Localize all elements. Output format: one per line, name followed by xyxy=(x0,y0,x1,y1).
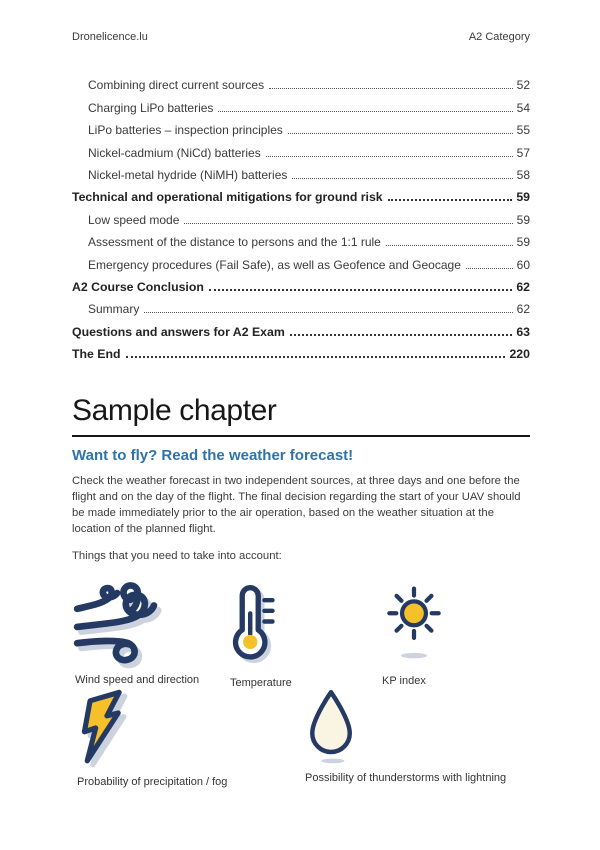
page-header xyxy=(72,30,530,44)
toc-entry[interactable] xyxy=(72,204,530,226)
toc-entry-page: 58 xyxy=(516,167,530,182)
toc-dot-leader xyxy=(218,111,512,112)
toc-entry[interactable] xyxy=(72,272,530,294)
kp-index-label: KP index xyxy=(382,675,426,688)
precipitation-label: Probability of precipitation / fog xyxy=(77,776,228,789)
toc-entry[interactable] xyxy=(72,339,530,361)
toc-entry-page: 55 xyxy=(516,123,530,138)
toc-entry[interactable] xyxy=(72,160,530,182)
toc-dot-leader xyxy=(388,199,513,201)
toc-entry-label: Combining direct current sources xyxy=(88,78,265,93)
toc-entry[interactable] xyxy=(72,182,530,204)
toc-entry-label: Assessment of the distance to persons and the 1:1 rule xyxy=(88,235,381,250)
toc-entry[interactable] xyxy=(72,70,530,92)
sun-icon xyxy=(380,584,448,661)
toc-entry-page: 59 xyxy=(516,190,530,205)
toc-entry-label: LiPo batteries – inspection principles xyxy=(88,123,283,138)
toc-dot-leader xyxy=(292,178,512,179)
temperature-label: Temperature xyxy=(230,677,292,690)
toc-entry-page: 59 xyxy=(516,235,530,250)
table-of-contents xyxy=(72,70,530,361)
water-drop-icon xyxy=(306,688,356,766)
toc-dot-leader xyxy=(266,156,513,157)
toc-dot-leader xyxy=(144,312,512,313)
toc-entry-page: 57 xyxy=(516,145,530,160)
toc-entry-page: 52 xyxy=(516,78,530,93)
wind-label: Wind speed and direction xyxy=(75,674,200,687)
intro-paragraph: Check the weather forecast in two independent sources, at three days and one before the flight and on the day of the flight. The final decision regarding the start of your UAV should be made immediately prior to the air operation, based on the weather situation at the location of the planned flight. xyxy=(72,475,521,536)
toc-entry[interactable] xyxy=(72,227,530,249)
weather-factors-figure xyxy=(72,570,530,810)
category-label: A2 Category xyxy=(468,31,530,43)
toc-entry[interactable] xyxy=(72,316,530,338)
toc-entry[interactable] xyxy=(72,92,530,114)
toc-entry-label: Technical and operational mitigations for ground risk xyxy=(72,190,383,205)
site-name: Dronelicence.lu xyxy=(72,31,148,43)
toc-entry-label: Emergency procedures (Fail Safe), as well as Geofence and Geocage xyxy=(88,257,461,272)
toc-entry[interactable] xyxy=(72,137,530,159)
toc-dot-leader xyxy=(126,356,506,358)
toc-entry-page: 62 xyxy=(516,302,530,317)
toc-entry[interactable] xyxy=(72,294,530,316)
toc-entry-label: Low speed mode xyxy=(88,212,180,227)
toc-dot-leader xyxy=(184,223,512,224)
toc-entry-page: 59 xyxy=(516,212,530,227)
thunderstorms-label: Possibility of thunderstorms with lightning xyxy=(305,772,507,785)
toc-entry-page: 60 xyxy=(516,257,530,272)
toc-entry[interactable] xyxy=(72,115,530,137)
toc-entry[interactable] xyxy=(72,249,530,271)
toc-dot-leader xyxy=(288,133,513,134)
toc-dot-leader xyxy=(269,88,513,89)
wind-icon xyxy=(74,584,170,668)
toc-entry-label: The End xyxy=(72,347,121,362)
lightning-icon xyxy=(76,688,136,768)
toc-entry-page: 54 xyxy=(516,100,530,115)
toc-entry-label: A2 Course Conclusion xyxy=(72,279,204,294)
thermometer-icon xyxy=(228,579,276,664)
toc-entry-label: Nickel-cadmium (NiCd) batteries xyxy=(88,145,261,160)
toc-dot-leader xyxy=(290,334,513,336)
list-intro: Things that you need to take into account: xyxy=(72,550,282,563)
toc-entry-page: 220 xyxy=(509,347,530,362)
toc-entry-label: Charging LiPo batteries xyxy=(88,100,214,115)
weather-subtitle: Want to fly? Read the weather forecast! xyxy=(72,447,354,465)
toc-dot-leader xyxy=(466,268,513,269)
toc-dot-leader xyxy=(386,245,513,246)
sample-chapter-title: Sample chapter xyxy=(72,394,530,437)
toc-entry-label: Nickel-metal hydride (NiMH) batteries xyxy=(88,167,288,182)
toc-entry-page: 62 xyxy=(516,279,530,294)
toc-entry-label: Questions and answers for A2 Exam xyxy=(72,324,285,339)
toc-entry-page: 63 xyxy=(516,324,530,339)
toc-entry-label: Summary xyxy=(88,302,140,317)
toc-dot-leader xyxy=(209,289,512,291)
